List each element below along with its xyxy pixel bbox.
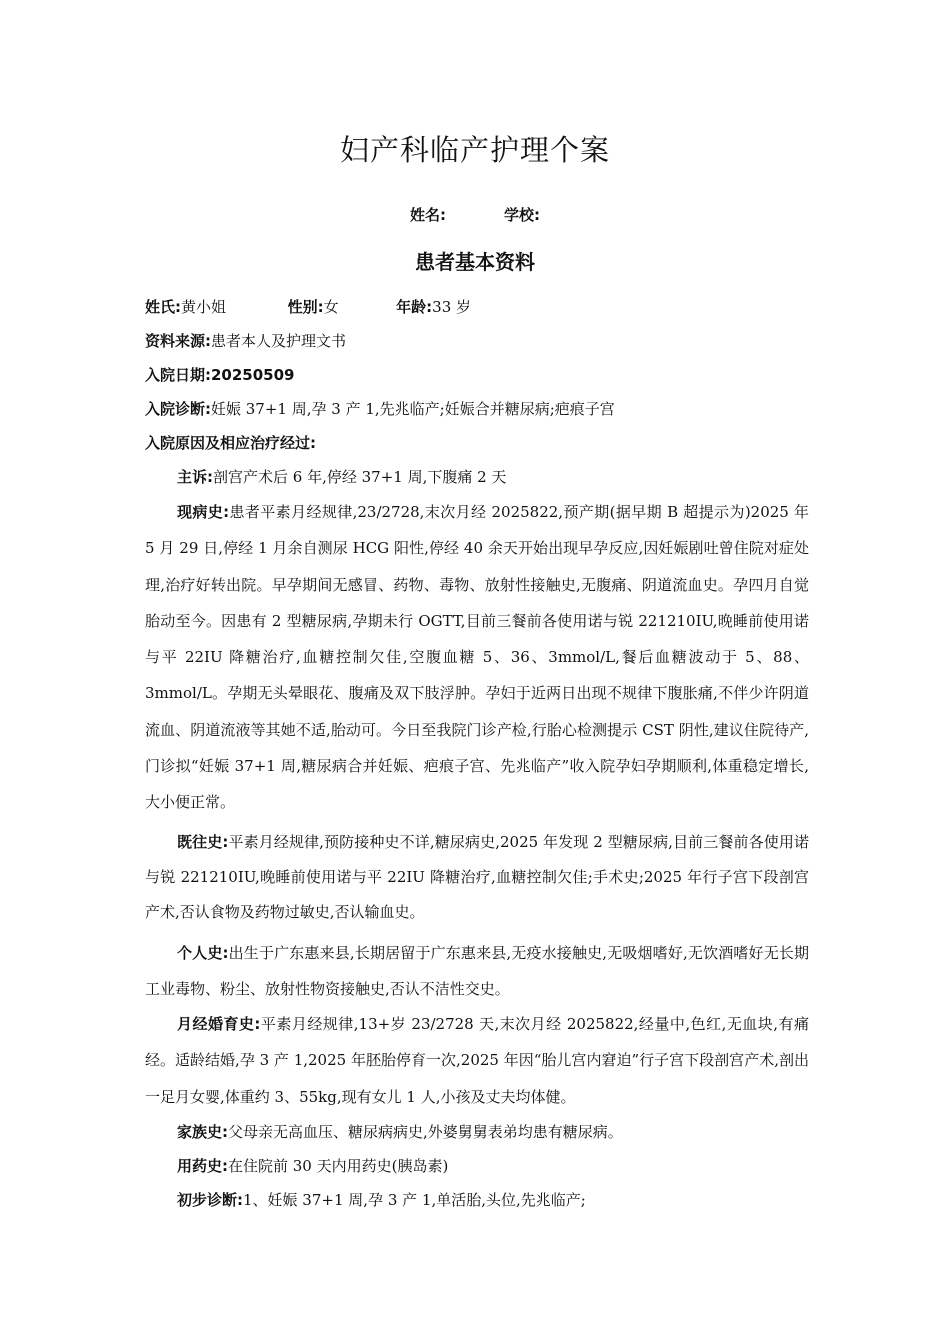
basic-info-line — [145, 296, 471, 317]
menstrual-history-value: 平素月经规律,13+岁 23/2728 天,末次月经 2025822,经量中,色红,无血块,有痛经。适龄结婚,孕 3 产 1,2025 年胚胎停育一次,2025 年因“胎儿宫内窘迫”行子宫下段剖宫产术,剖出一足月女婴,体重约 3、55kg,现有女儿 1 人,小孩及丈夫均体健。 — [145, 1015, 809, 1106]
initial-diagnosis-value: 1、妊娠 37+1 周,孕 3 产 1,单活胎,头位,先兆临产; — [243, 1191, 586, 1209]
chief-complaint-label: 主诉: — [177, 468, 213, 486]
surname-value: 黄小姐 — [181, 298, 227, 316]
admit-date-value: 20250509 — [211, 366, 295, 384]
chief-complaint-line — [177, 466, 506, 487]
name-label: 姓名: — [410, 206, 446, 224]
personal-history-value: 出生于广东惠来县,长期居留于广东惠来县,无疫水接触史,无吸烟嗜好,无饮酒嗜好无长期工业毒物、粉尘、放射性物资接触史,否认不洁性交史。 — [145, 944, 810, 999]
admit-reason-heading — [145, 432, 316, 453]
family-history-line — [177, 1121, 623, 1142]
admit-diagnosis-value: 妊娠 37+1 周,孕 3 产 1,先兆临产;妊娠合并糖尿病;疤痕子宫 — [211, 400, 615, 418]
section-title: 患者基本资料 — [415, 250, 535, 274]
past-history-paragraph — [145, 825, 809, 930]
present-illness-label: 现病史: — [177, 503, 230, 521]
school-label: 学校: — [504, 206, 540, 224]
gender-label: 性别: — [287, 298, 324, 316]
medication-history-value: 在住院前 30 天内用药史(胰岛素) — [228, 1157, 449, 1175]
past-history-value: 平素月经规律,预防接种史不详,糖尿病史,2025 年发现 2 型糖尿病,目前三餐前各使用诺与锐 221210IU,晚睡前使用诺与平 22IU 降糖治疗,血糖控制欠佳;手术史;2025 年行子宫下段剖宫产术,否认食物及药物过敏史,否认输血史。 — [145, 833, 809, 921]
personal-history-label: 个人史: — [177, 944, 229, 962]
admit-diagnosis-label: 入院诊断: — [145, 400, 211, 418]
medication-history-line — [177, 1155, 448, 1176]
past-history-label: 既往史: — [177, 833, 229, 851]
age-value: 33 岁 — [432, 298, 472, 316]
initial-diagnosis-label: 初步诊断: — [177, 1191, 243, 1209]
medication-history-label: 用药史: — [177, 1157, 228, 1175]
personal-history-paragraph — [145, 935, 809, 1008]
initial-diagnosis-line — [177, 1189, 586, 1210]
present-illness-paragraph — [145, 494, 809, 821]
family-history-label: 家族史: — [177, 1123, 228, 1141]
source-label: 资料来源: — [145, 332, 211, 350]
menstrual-history-paragraph — [145, 1006, 809, 1115]
name-school-line — [0, 204, 950, 225]
admit-date-label: 入院日期: — [145, 366, 211, 384]
document-title: 妇产科临产护理个案 — [339, 133, 610, 167]
admit-diagnosis-line — [145, 398, 615, 419]
surname-label: 姓氏: — [145, 298, 181, 316]
source-value: 患者本人及护理文书 — [211, 332, 347, 350]
admit-date-line — [145, 364, 295, 385]
age-label: 年龄: — [396, 298, 433, 316]
gender-value: 女 — [323, 298, 339, 316]
chief-complaint-value: 剖宫产术后 6 年,停经 37+1 周,下腹痛 2 天 — [213, 468, 507, 486]
admit-reason-label: 入院原因及相应治疗经过: — [145, 434, 316, 452]
source-line — [145, 330, 346, 351]
menstrual-history-label: 月经婚育史: — [177, 1015, 261, 1033]
family-history-value: 父母亲无高血压、糖尿病病史,外婆舅舅表弟均患有糖尿病。 — [228, 1123, 623, 1141]
present-illness-value: 患者平素月经规律,23/2728,末次月经 2025822,预产期(据早期 B 超提示为)2025 年 5 月 29 日,停经 1 月余自测尿 HCG 阳性,停经 40 余天开始出现早孕反应,因妊娠剧吐曾住院对症处理,治疗好转出院。早孕期间无感冒、药物、毒物、放射性接触史,无腹痛、阴道流血史。孕四月自觉胎动至今。因患有 2 型糖尿病,孕期未行 OGTT,目前三餐前各使用诺与锐 221210IU,晚睡前使用诺与平 22IU 降糖治疗,血糖控制欠佳,空腹血糖 5、36、3mmol/L,餐后血糖波动于 5、88、3mmol/L。孕期无头晕眼花、腹痛及双下肢浮肿。孕妇于近两日出现不规律下腹胀痛,不伴少许阴道流血、阴道流液等其她不适,胎动可。今日至我院门诊产检,行胎心检测提示 CST 阴性,建议住院待产,门诊拟“妊娠 37+1 周,糖尿病合并妊娠、疤痕子宫、先兆临产”收入院孕妇孕期顺利,体重稳定增长,大小便正常。 — [145, 503, 810, 812]
